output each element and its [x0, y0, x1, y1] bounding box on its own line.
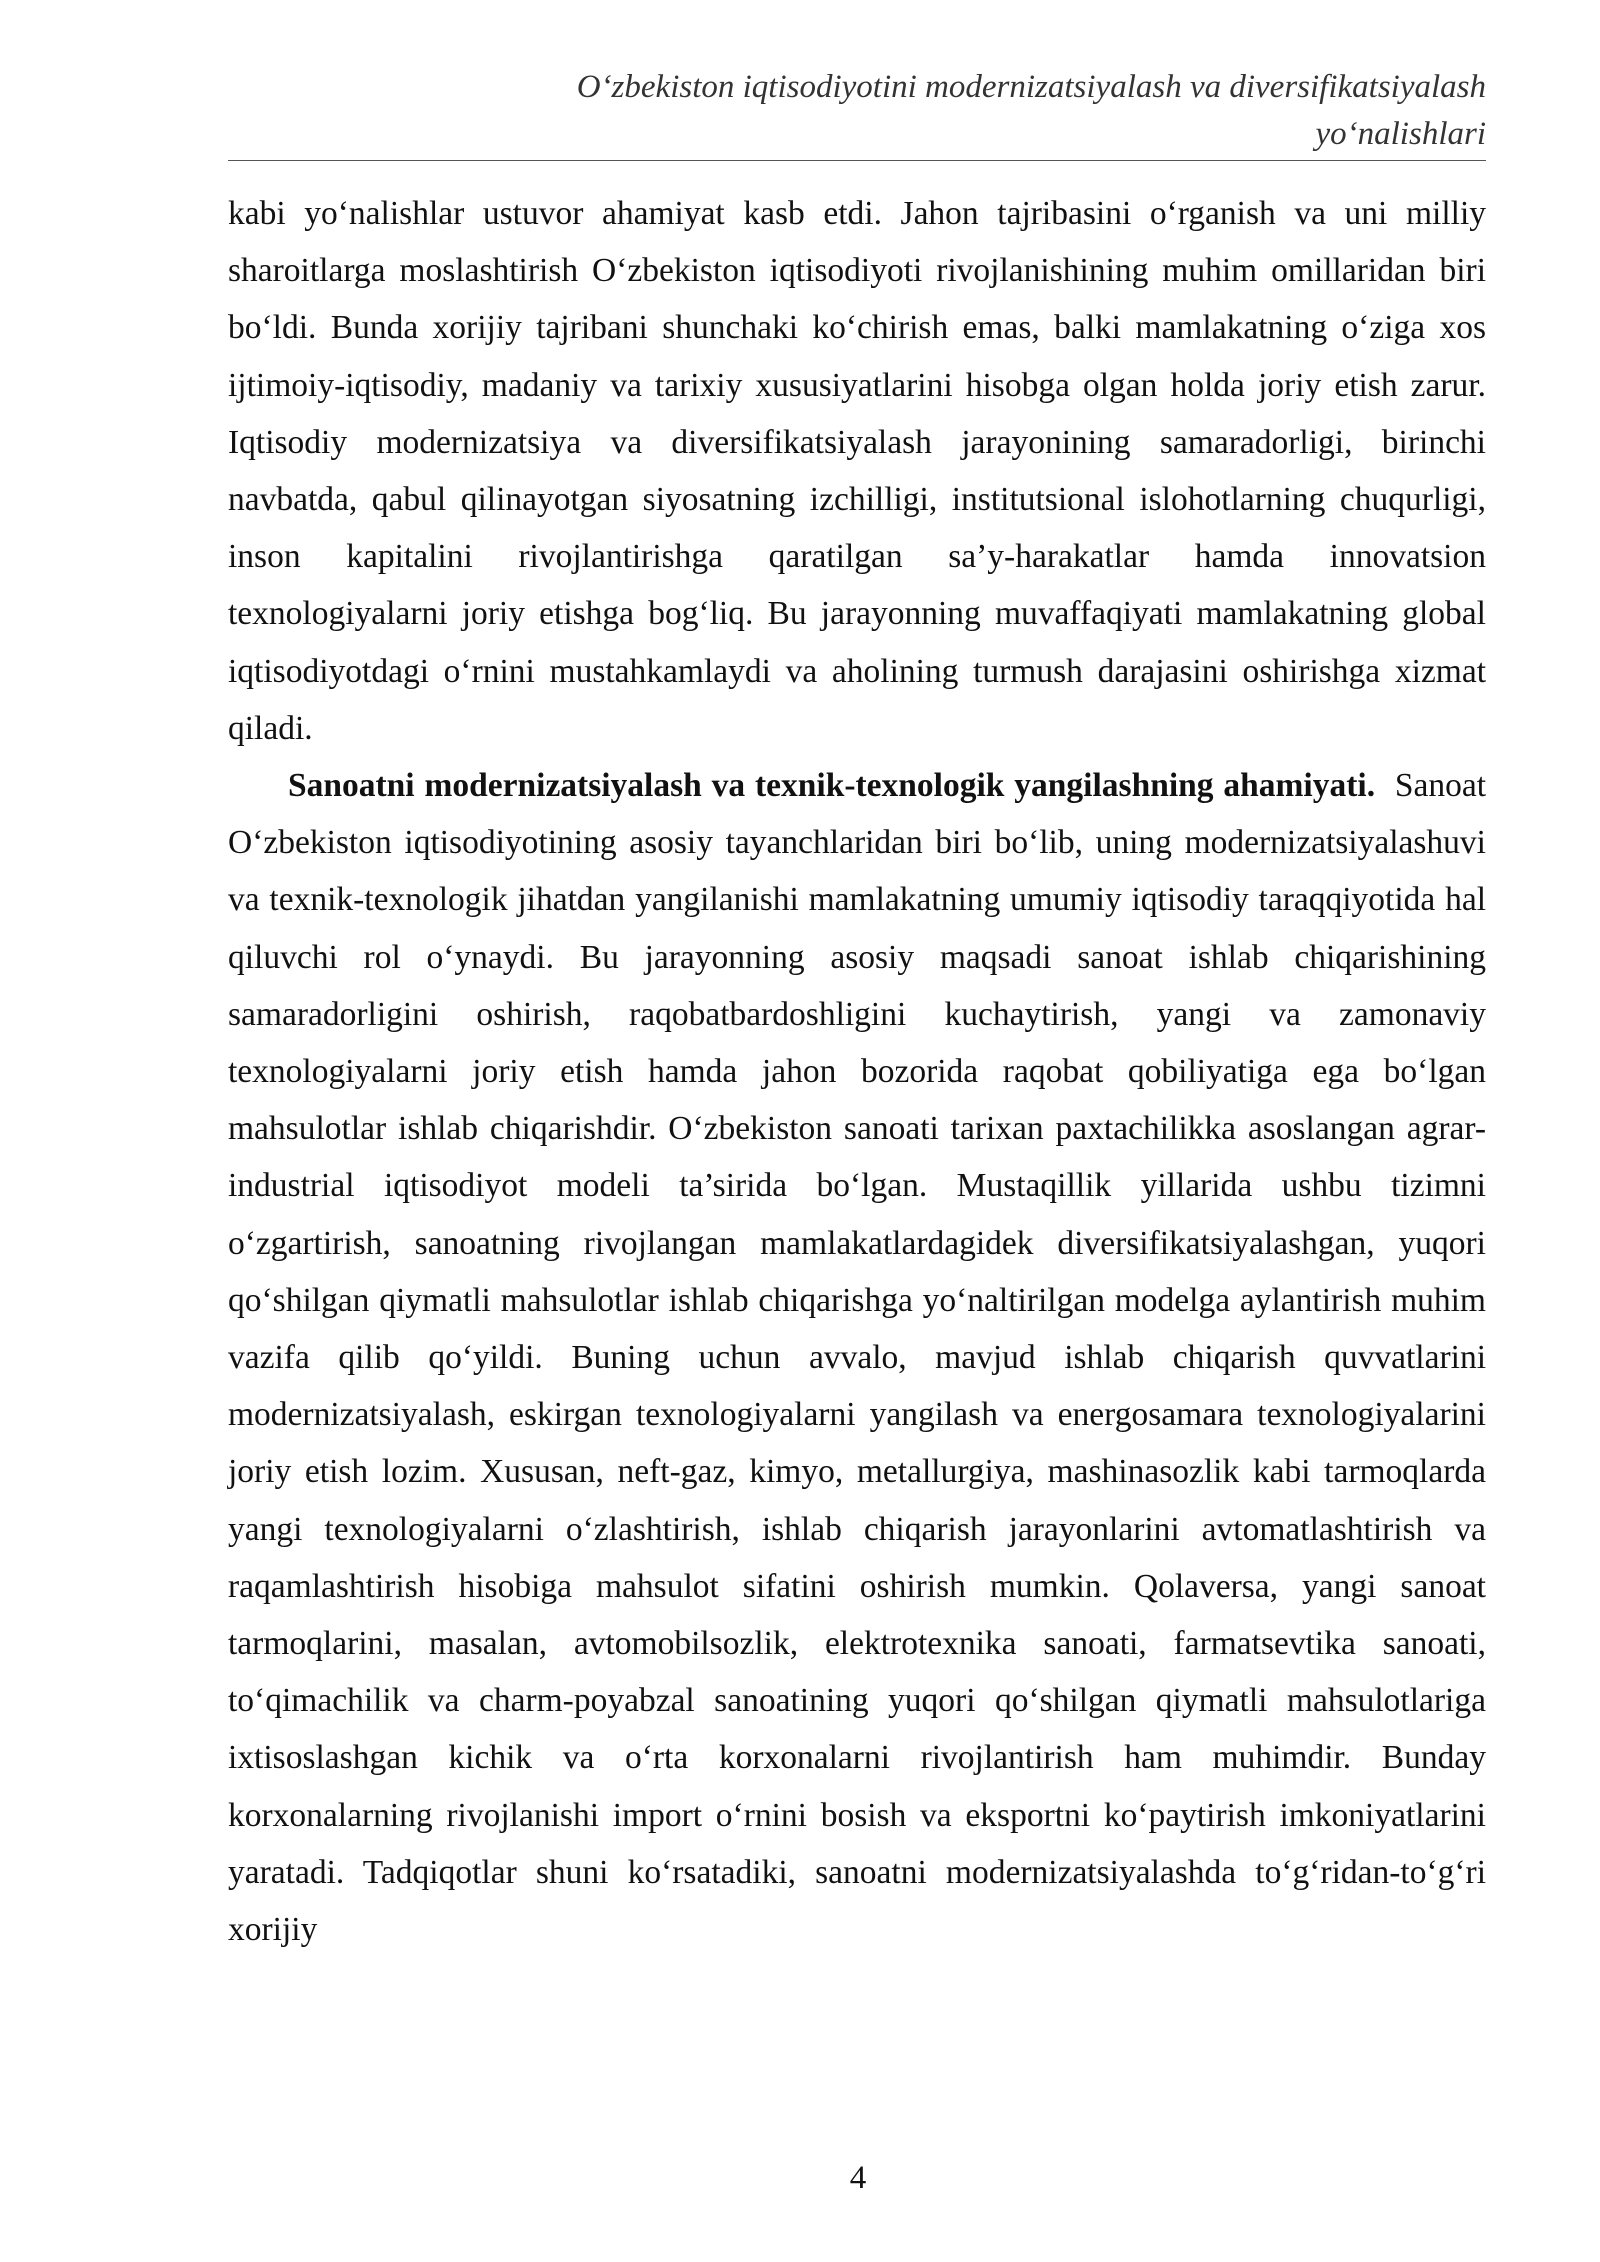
body-text: [228, 185, 1486, 1958]
paragraph-1: kabi yo‘nalishlar ustuvor ahamiyat kasb etdi. Jahon tajribasini o‘rganish va uni milliy sharoitlarga moslashtirish O‘zbekiston iqtisodiyoti rivojlanishining muhim omillaridan biri bo‘ldi. Bunda xorijiy tajribani shunchaki ko‘chirish emas, balki mamlakatning o‘ziga xos ijtimoiy-iqtisodiy, madaniy va tarixiy xususiyatlarini hisobga olgan holda joriy etish zarur. Iqtisodiy modernizatsiya va diversifikatsiyalash jarayonining samaradorligi, birinchi navbatda, qabul qilinayotgan siyosatning izchilligi, institutsional islohotlarning chuqurligi, inson kapitalini rivojlantirishga qaratilgan sa’y-harakatlar hamda innovatsion texnologiyalarni joriy etishga bog‘liq. Bu jarayonning muvaffaqiyati mamlakatning global iqtisodiyotdagi o‘rnini mustahkamlaydi va aholining turmush darajasini oshirishga xizmat qiladi.: [228, 195, 1486, 747]
section-heading: Sanoatni modernizatsiyalash va texnik-texnologik yangilashning ahamiyati.: [288, 767, 1376, 805]
running-header: [228, 64, 1486, 158]
running-header-line-1: O‘zbekiston iqtisodiyotini modernizatsiyalash va diversifikatsiyalash: [576, 69, 1486, 105]
page-number: 4: [849, 2160, 867, 2196]
paragraph-2-text: Sanoat O‘zbekiston iqtisodiyotining asosiy tayanchlaridan biri bo‘lib, uning modernizatsiyalashuvi va texnik-texnologik jihatdan yangilanishi mamlakatning umumiy iqtisodiy taraqqiyotida hal qiluvchi rol o‘ynaydi. Bu jarayonning asosiy maqsadi sanoat ishlab chiqarishining samaradorligini oshirish, raqobatbardoshligini kuchaytirish, yangi va zamonaviy texnologiyalarni joriy etish hamda jahon bozorida raqobat qobiliyatiga ega bo‘lgan mahsulotlar ishlab chiqarishdir. O‘zbekiston sanoati tarixan paxtachilikka asoslangan agrar-industrial iqtisodiyot modeli ta’sirida bo‘lgan. Mustaqillik yillarida ushbu tizimni o‘zgartirish, sanoatning rivojlangan mamlakatlardagidek diversifikatsiyalashgan, yuqori qo‘shilgan qiymatli mahsulotlar ishlab chiqarishga yo‘naltirilgan modelga aylantirish muhim vazifa qilib qo‘yildi. Buning uchun avvalo, mavjud ishlab chiqarish quvvatlarini modernizatsiyalash, eskirgan texnologiyalarni yangilash va energosamara texnologiyalarini joriy etish lozim. Xususan, neft-gaz, kimyo, metallurgiya, mashinasozlik kabi tarmoqlarda yangi texnologiyalarni o‘zlashtirish, ishlab chiqarish jarayonlarini avtomatlashtirish va raqamlashtirish hisobiga mahsulot sifatini oshirish mumkin. Qolaversa, yangi sanoat tarmoqlarini, masalan, avtomobilsozlik, elektrotexnika sanoati, farmatsevtika sanoati, to‘qimachilik va charm-poyabzal sanoatining yuqori qo‘shilgan qiymatli mahsulotlariga ixtisoslashgan kichik va o‘rta korxonalarni rivojlantirish ham muhimdir. Bunday korxonalarning rivojlanishi import o‘rnini bosish va eksportni ko‘paytirish imkoniyatlarini yaratadi. Tadqiqotlar shuni ko‘rsatadiki, sanoatni modernizatsiyalashda to‘g‘ridan-to‘g‘ri xorijiy: [228, 767, 1487, 1949]
header-divider: [228, 160, 1486, 161]
running-header-line-2: yo‘nalishlari: [1315, 116, 1486, 152]
paragraph-2: [228, 757, 1486, 1958]
